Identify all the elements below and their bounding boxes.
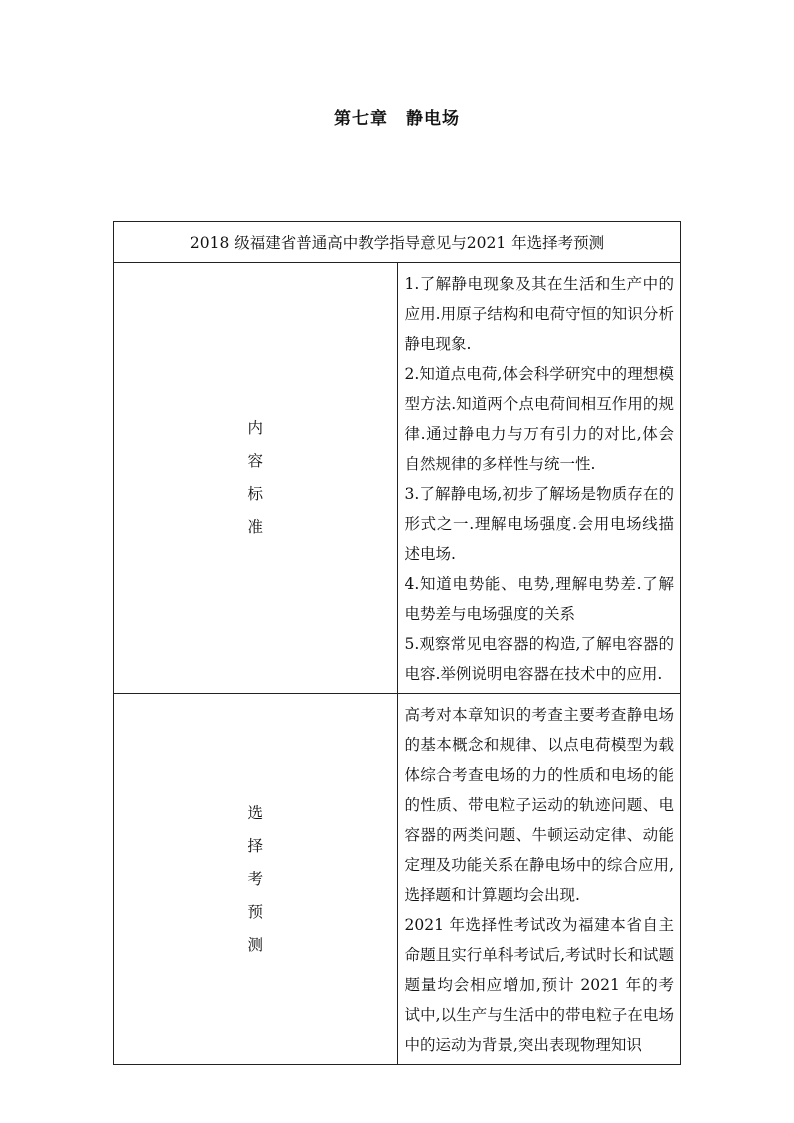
forecast-paragraph: 2021 年选择性考试改为福建本省自主命题且实行单科考试后,考试时长和试题题量均会相应增加,预计 2021 年的考试中,以生产与生活中的带电粒子在电场中的运动为背景,突出表现物理知识 <box>404 916 674 1054</box>
page-title: 第七章 静电场 <box>334 109 460 129</box>
table-row <box>114 263 681 694</box>
list-item: 5.观察常见电容器的构造,了解电容器的电容.举例说明电容器在技术中的应用. <box>404 635 674 683</box>
row-label-cell <box>114 694 398 1065</box>
content-standards-label: 内容标准 <box>247 419 263 536</box>
row-label-cell <box>114 263 398 694</box>
table-header-row <box>114 222 681 263</box>
content-standards-cell <box>397 263 681 694</box>
exam-forecast-label: 选择考预测 <box>247 803 263 954</box>
list-item: 1.了解静电现象及其在生活和生产中的应用.用原子结构和电荷守恒的知识分析静电现象. <box>404 275 674 353</box>
list-item: 2.知道点电荷,体会科学研究中的理想模型方法.知道两个点电荷间相互作用的规律.通过静电力与万有引力的对比,体会自然规律的多样性与统一性. <box>404 365 674 473</box>
table-row <box>114 694 681 1065</box>
table-header: 2018 级福建省普通高中教学指导意见与2021 年选择考预测 <box>114 222 681 263</box>
guidance-table <box>113 221 681 1065</box>
exam-forecast-cell <box>397 694 681 1065</box>
forecast-paragraph: 高考对本章知识的考查主要考查静电场的基本概念和规律、以点电荷模型为载体综合考查电场的力的性质和电场的能的性质、带电粒子运动的轨迹问题、电容器的两类问题、牛顿运动定律、动能定理及功能关系在静电场中的综合应用,选择题和计算题均会出现. <box>404 706 674 904</box>
list-item: 4.知道电势能、电势,理解电势差.了解电势差与电场强度的关系 <box>404 575 674 623</box>
list-item: 3.了解静电场,初步了解场是物质存在的形式之一.理解电场强度.会用电场线描述电场. <box>404 485 674 563</box>
